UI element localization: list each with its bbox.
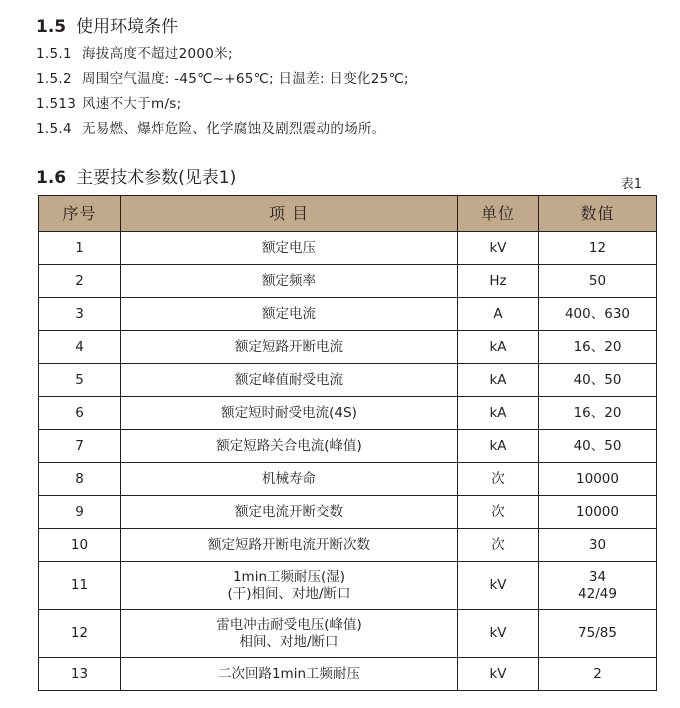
- cell-item: [121, 430, 458, 463]
- cell-index: 8: [39, 463, 121, 496]
- section-number: 1.6: [36, 168, 67, 188]
- cell-unit: kA: [458, 397, 539, 430]
- cell-value: [539, 397, 657, 430]
- section-1-6-heading: [36, 163, 236, 188]
- table-row: [39, 430, 657, 463]
- value-line: 16、20: [573, 338, 622, 355]
- value-line: 2: [593, 665, 602, 682]
- condition-item: [36, 67, 409, 87]
- cell-index: 7: [39, 430, 121, 463]
- cell-value: [539, 265, 657, 298]
- item-line: 额定短时耐受电流(4S): [221, 404, 357, 421]
- section-1-5-heading: [36, 12, 178, 37]
- table-row: [39, 364, 657, 397]
- item-text: 风速不大于m/s;: [82, 96, 182, 112]
- value-line: 30: [588, 536, 607, 553]
- item-number: 1.5.4: [36, 121, 72, 137]
- cell-item: [121, 331, 458, 364]
- condition-item: [36, 42, 233, 62]
- cell-unit: kV: [458, 562, 539, 610]
- cell-index: 6: [39, 397, 121, 430]
- value-line: 34: [588, 568, 607, 585]
- cell-unit: kV: [458, 610, 539, 658]
- table-row: [39, 529, 657, 562]
- table-caption: 表1: [620, 177, 642, 192]
- cell-unit: kA: [458, 331, 539, 364]
- cell-value: [539, 298, 657, 331]
- value-line: 10000: [576, 503, 619, 520]
- cell-value: [539, 331, 657, 364]
- table-row: [39, 463, 657, 496]
- cell-value: [539, 529, 657, 562]
- value-line: 16、20: [573, 404, 622, 421]
- cell-unit: kA: [458, 364, 539, 397]
- table-row: [39, 298, 657, 331]
- cell-item: [121, 265, 458, 298]
- cell-value: [539, 658, 657, 691]
- cell-value: [539, 496, 657, 529]
- item-line: 雷电冲击耐受电压(峰值): [216, 616, 362, 633]
- item-line: 机械寿命: [262, 470, 316, 487]
- item-line: 额定短路关合电流(峰值): [216, 437, 362, 454]
- cell-index: 11: [39, 562, 121, 610]
- table-body: [39, 232, 657, 691]
- section-title: 主要技术参数(见表1): [76, 168, 237, 188]
- item-line: 相间、对地/断口: [239, 633, 339, 650]
- value-line: 40、50: [573, 371, 622, 388]
- cell-index: 12: [39, 610, 121, 658]
- value-line: 50: [588, 272, 607, 289]
- cell-unit: Hz: [458, 265, 539, 298]
- cell-index: 3: [39, 298, 121, 331]
- value-line: 40、50: [573, 437, 622, 454]
- header-value: 数值: [539, 196, 657, 232]
- cell-unit: kV: [458, 232, 539, 265]
- value-line: 12: [588, 239, 607, 256]
- item-line: 1min工频耐压(湿): [232, 568, 346, 585]
- cell-value: [539, 430, 657, 463]
- item-number: 1.513: [36, 96, 77, 112]
- header-unit: 单位: [458, 196, 539, 232]
- item-line: 额定电压: [262, 239, 316, 256]
- table-row: [39, 397, 657, 430]
- item-line: 额定短路开断电流开断次数: [208, 536, 370, 553]
- header-item: 项 目: [121, 196, 458, 232]
- table-row: [39, 610, 657, 658]
- header-index: 序号: [39, 196, 121, 232]
- item-line: 额定短路开断电流: [235, 338, 343, 355]
- cell-unit: 次: [458, 463, 539, 496]
- item-line: 二次回路1min工频耐压: [217, 665, 361, 682]
- cell-unit: 次: [458, 529, 539, 562]
- cell-unit: 次: [458, 496, 539, 529]
- cell-value: [539, 463, 657, 496]
- cell-unit: kA: [458, 430, 539, 463]
- cell-index: 1: [39, 232, 121, 265]
- section-title: 使用环境条件: [76, 17, 179, 37]
- cell-index: 5: [39, 364, 121, 397]
- value-line: 10000: [576, 470, 619, 487]
- header-row: [39, 196, 657, 232]
- cell-value: [539, 562, 657, 610]
- table-row: [39, 265, 657, 298]
- condition-item: [36, 92, 181, 112]
- cell-value: [539, 232, 657, 265]
- cell-item: [121, 397, 458, 430]
- item-line: 额定频率: [262, 272, 316, 289]
- item-line: 额定峰值耐受电流: [235, 371, 343, 388]
- cell-index: 10: [39, 529, 121, 562]
- cell-item: [121, 610, 458, 658]
- cell-unit: A: [458, 298, 539, 331]
- table-row: [39, 562, 657, 610]
- table-row: [39, 658, 657, 691]
- table-header: [39, 196, 657, 232]
- item-text: 周围空气温度: -45℃~+65℃; 日温差: 日变化25℃;: [82, 71, 409, 87]
- cell-item: [121, 496, 458, 529]
- table-row: [39, 331, 657, 364]
- cell-item: [121, 232, 458, 265]
- item-line: 额定电流开断交数: [235, 503, 343, 520]
- value-line: 75/85: [578, 625, 617, 642]
- cell-item: [121, 364, 458, 397]
- cell-item: [121, 529, 458, 562]
- cell-item: [121, 463, 458, 496]
- item-line: 额定电流: [262, 305, 316, 322]
- cell-unit: kV: [458, 658, 539, 691]
- table-row: [39, 496, 657, 529]
- cell-item: [121, 298, 458, 331]
- parameters-table: [38, 195, 657, 691]
- cell-value: [539, 364, 657, 397]
- item-line: (干)相间、对地/断口: [227, 585, 351, 602]
- item-text: 海拔高度不超过2000米;: [82, 46, 233, 62]
- table-row: [39, 232, 657, 265]
- value-line: 400、630: [564, 305, 631, 322]
- item-text: 无易燃、爆炸危险、化学腐蚀及剧烈震动的场所。: [82, 121, 386, 137]
- item-number: 1.5.2: [36, 71, 72, 87]
- cell-index: 4: [39, 331, 121, 364]
- item-number: 1.5.1: [36, 46, 72, 62]
- value-line: 42/49: [578, 585, 617, 602]
- section-number: 1.5: [36, 17, 67, 37]
- cell-item: [121, 658, 458, 691]
- condition-item: [36, 117, 386, 137]
- cell-index: 13: [39, 658, 121, 691]
- cell-index: 2: [39, 265, 121, 298]
- cell-index: 9: [39, 496, 121, 529]
- cell-value: [539, 610, 657, 658]
- cell-item: [121, 562, 458, 610]
